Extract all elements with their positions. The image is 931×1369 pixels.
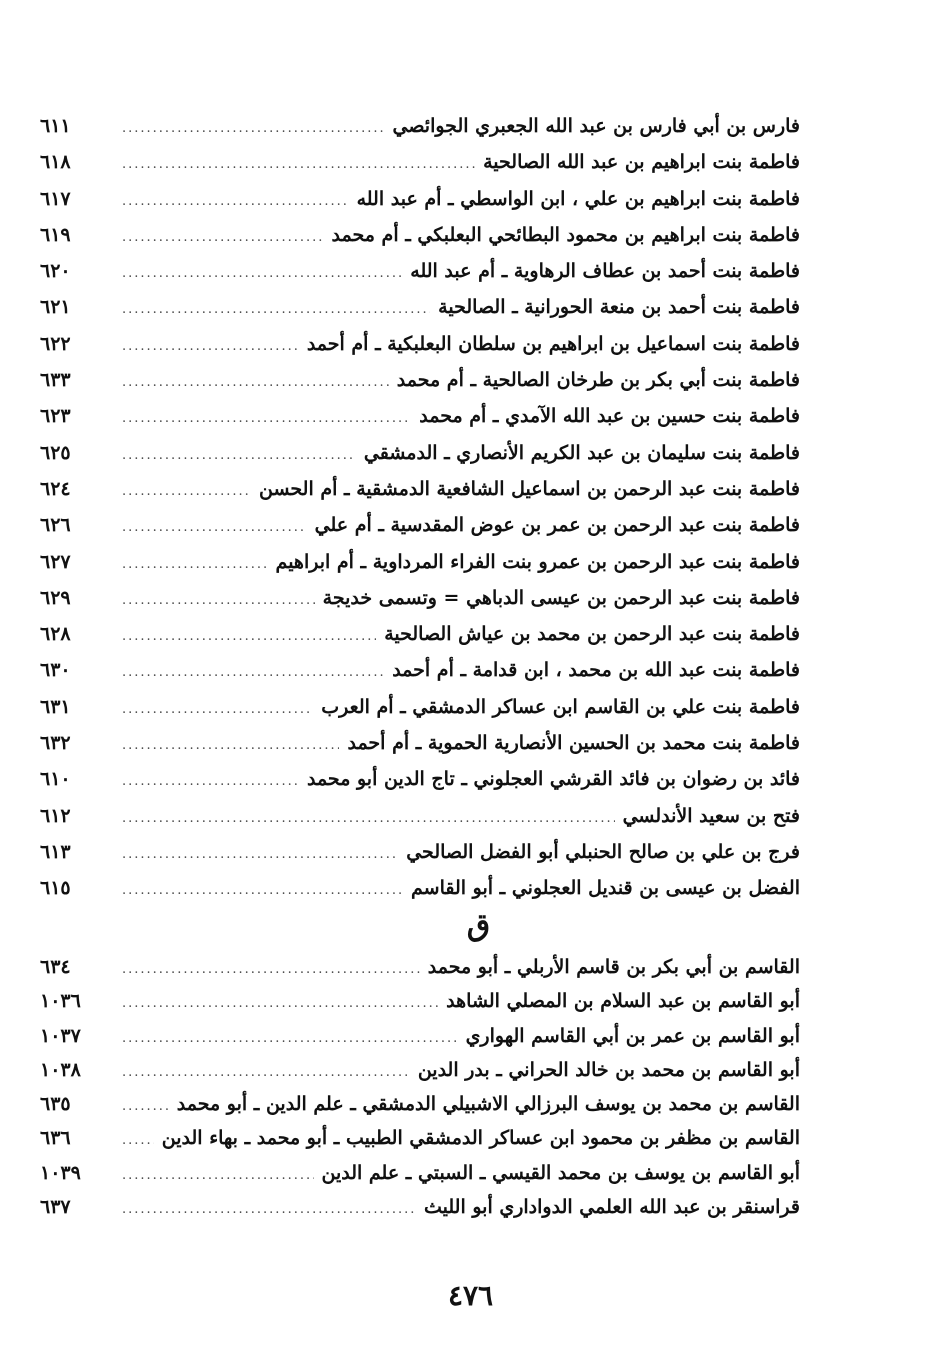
entry-page: ٦١٢ — [40, 804, 71, 827]
entry-name: أبو القاسم بن يوسف بن محمد القيسي ـ السبتي ـ علم الدين — [321, 1161, 800, 1184]
entry-page: ١٠٣٩ — [40, 1161, 81, 1184]
index-entry — [40, 217, 800, 253]
entry-name: أبو القاسم بن محمد بن خالد الحراني ـ بدر الدين — [417, 1058, 800, 1081]
entry-name: الفضل بن عيسى بن قنديل العجلوني ـ أبو القاسم — [411, 877, 800, 900]
entry-page: ٦٣٣ — [40, 369, 71, 392]
index-entry — [40, 616, 800, 652]
dot-leader — [122, 801, 615, 837]
index-entry — [40, 253, 800, 289]
entry-name: القاسم بن أبي بكر بن قاسم الأربلي ـ أبو محمد — [427, 956, 800, 978]
dot-leader — [122, 987, 438, 1021]
dot-leader — [122, 1159, 314, 1193]
entry-page: ٦١١ — [40, 115, 71, 137]
entry-page: ٦٢٤ — [40, 477, 71, 500]
entry-name: فاطمة بنت ابراهيم بن علي ، ابن الواسطي ـ أم عبد الله — [356, 187, 800, 210]
entry-name: أبو القاسم بن عبد السلام بن المصلي الشاهد — [446, 990, 800, 1013]
index-entry — [40, 1087, 800, 1121]
entry-name: قراسنقر بن عبد الله العلمي الدواداري أبو الليث — [424, 1196, 800, 1219]
index-entry — [40, 181, 800, 217]
entry-page: ٦٢٧ — [40, 550, 71, 573]
dot-leader — [122, 547, 268, 583]
entry-page: ٦١٠ — [40, 768, 71, 791]
entry-name: فاطمة بنت عبد الرحمن بن اسماعيل الشافعية الدمشقية ـ أم الحسن — [259, 477, 800, 500]
entry-page: ٦١٩ — [40, 223, 71, 246]
entry-page: ٦٣٠ — [40, 659, 71, 682]
entry-name: فاطمة بنت عبد الرحمن بن عمرو بنت الفراء المرداوية ـ أم ابراهيم — [275, 550, 800, 573]
entry-page: ٦٢٩ — [40, 586, 71, 609]
entry-name: فاطمة بنت عبد الرحمن بن محمد بن عياش الصالحية — [384, 623, 800, 646]
index-entry — [40, 984, 800, 1018]
entry-page: ٦٢٦ — [40, 514, 71, 537]
dot-leader — [122, 953, 420, 987]
entry-page: ٦٣٦ — [40, 1127, 71, 1150]
entry-page: ٦٣٥ — [40, 1093, 71, 1116]
entry-name: فاطمة بنت محمد بن الحسين الأنصارية الحموية ـ أم أحمد — [347, 732, 800, 755]
entry-name: فاطمة بنت اسماعيل بن ابراهيم بن سلطان البعلبكية ـ أم أحمد — [306, 332, 800, 355]
entry-page: ١٠٣٦ — [40, 990, 81, 1013]
index-entry — [40, 652, 800, 688]
entry-page: ٦٢٠ — [40, 260, 71, 283]
entry-page: ٦١٣ — [40, 840, 71, 863]
page-number: ٤٧٦ — [447, 1279, 494, 1312]
index-entry — [40, 1019, 800, 1053]
entry-page: ٦١٥ — [40, 877, 71, 900]
dot-leader — [122, 764, 299, 800]
index-entry — [40, 1053, 800, 1087]
index-entry — [40, 834, 800, 870]
index-entry — [40, 471, 800, 507]
index-entry — [40, 435, 800, 471]
entry-name: فاطمة بنت حسين بن عبد الله الآمدي ـ أم محمد — [419, 405, 800, 428]
entry-name: فاطمة بنت ابراهيم بن عبد الله الصالحية — [483, 151, 800, 174]
index-entry — [40, 870, 800, 906]
entry-name: فارس بن أبي فارس بن عبد الله الجعبري الجوائصي — [392, 115, 800, 137]
index-entry — [40, 689, 800, 725]
index-entry — [40, 289, 800, 325]
index-entry — [40, 725, 800, 761]
entry-name: القاسم بن مظفر بن محمود ابن عساكر الدمشقي الطبيب ـ أبو محمد ـ بهاء الدين — [161, 1127, 800, 1150]
entry-name: فاطمة بنت سليمان بن عبد الكريم الأنصاري ـ الدمشقي — [363, 441, 800, 464]
dot-leader — [122, 184, 349, 220]
dot-leader — [122, 292, 430, 328]
entry-name: فائد بن رضوان بن فائد القرشي العجلوني ـ تاج الدين أبو محمد — [306, 768, 800, 791]
entry-page: ٦٣٤ — [40, 956, 71, 978]
entry-name: أبو القاسم بن عمر بن أبي القاسم الهواري — [465, 1024, 800, 1047]
index-entry — [40, 1121, 800, 1155]
index-entry — [40, 398, 800, 434]
entry-page: ٦٣١ — [40, 695, 71, 718]
entry-name: فرج بن علي بن صالح الحنبلي أبو الفضل الصالحي — [406, 840, 800, 863]
entry-page: ٦٣٢ — [40, 732, 71, 755]
entry-name: فاطمة بنت عبد الرحمن بن عيسى الدباهي = وتسمى خديجة — [322, 586, 800, 609]
dot-leader — [122, 401, 411, 437]
entry-page: ٦١٧ — [40, 187, 71, 210]
dot-leader — [122, 256, 402, 292]
entry-name: فتح بن سعيد الأندلسي — [622, 804, 800, 827]
dot-leader — [122, 1124, 154, 1158]
index-entry — [40, 1190, 800, 1224]
entry-name: فاطمة بنت علي بن القاسم ابن عساكر الدمشقي ـ أم العرب — [321, 695, 800, 718]
index-entry — [40, 144, 800, 180]
entry-page: ١٠٣٧ — [40, 1024, 81, 1047]
dot-leader — [122, 329, 299, 365]
entry-page: ٦٢٢ — [40, 332, 71, 355]
entry-name: فاطمة بنت عبد الله بن محمد ، ابن قدامة ـ أم أحمد — [392, 659, 800, 682]
dot-leader — [122, 873, 403, 909]
index-entry — [40, 580, 800, 616]
entry-page: ٦١٨ — [40, 151, 71, 174]
index-entry — [40, 950, 800, 984]
entry-page: ٦٢٥ — [40, 441, 71, 464]
entry-page: ١٠٣٨ — [40, 1058, 81, 1081]
dot-leader — [122, 692, 313, 728]
dot-leader — [122, 438, 356, 474]
index-entry — [40, 507, 800, 543]
section-letter-heading: ق — [466, 908, 491, 943]
dot-leader — [122, 1022, 458, 1056]
entry-page: ٦٢١ — [40, 296, 71, 319]
entry-page: ٦٢٨ — [40, 623, 71, 646]
dot-leader — [122, 728, 339, 764]
dot-leader — [122, 365, 389, 401]
entry-page: ٦٣٧ — [40, 1196, 71, 1219]
dot-leader — [122, 1056, 410, 1090]
index-entry — [40, 1156, 800, 1190]
index-entry — [40, 761, 800, 797]
entry-name: القاسم بن محمد بن يوسف البرزالي الاشبيلي الدمشقي ـ علم الدين ـ أبو محمد — [176, 1093, 800, 1116]
dot-leader — [122, 619, 376, 655]
dot-leader — [122, 474, 251, 510]
dot-leader — [122, 837, 398, 873]
dot-leader — [122, 1090, 169, 1124]
dot-leader — [122, 1193, 416, 1227]
entry-name: فاطمة بنت أبي بكر بن طرخان الصالحية ـ أم محمد — [396, 369, 800, 392]
entry-page: ٦٢٣ — [40, 405, 71, 428]
index-entry — [40, 544, 800, 580]
dot-leader — [122, 583, 315, 619]
dot-leader — [122, 655, 384, 691]
index-section-qaf — [40, 950, 800, 1224]
index-entry — [40, 108, 800, 144]
entry-name: فاطمة بنت أحمد بن منعة الحورانية ـ الصالحية — [438, 296, 800, 319]
dot-leader — [122, 510, 307, 546]
entry-name: فاطمة بنت أحمد بن عطاف الرهاوية ـ أم عبد الله — [410, 260, 800, 283]
dot-leader — [122, 147, 475, 183]
index-entry — [40, 362, 800, 398]
index-entry — [40, 798, 800, 834]
entry-name: فاطمة بنت عبد الرحمن بن عمر بن عوض المقدسية ـ أم علي — [314, 514, 800, 537]
index-entry — [40, 326, 800, 362]
dot-leader — [122, 111, 384, 147]
dot-leader — [122, 220, 324, 256]
entry-name: فاطمة بنت ابراهيم بن محمود البطائحي البعلبكي ـ أم محمد — [331, 223, 800, 246]
index-section-fa — [40, 108, 800, 907]
